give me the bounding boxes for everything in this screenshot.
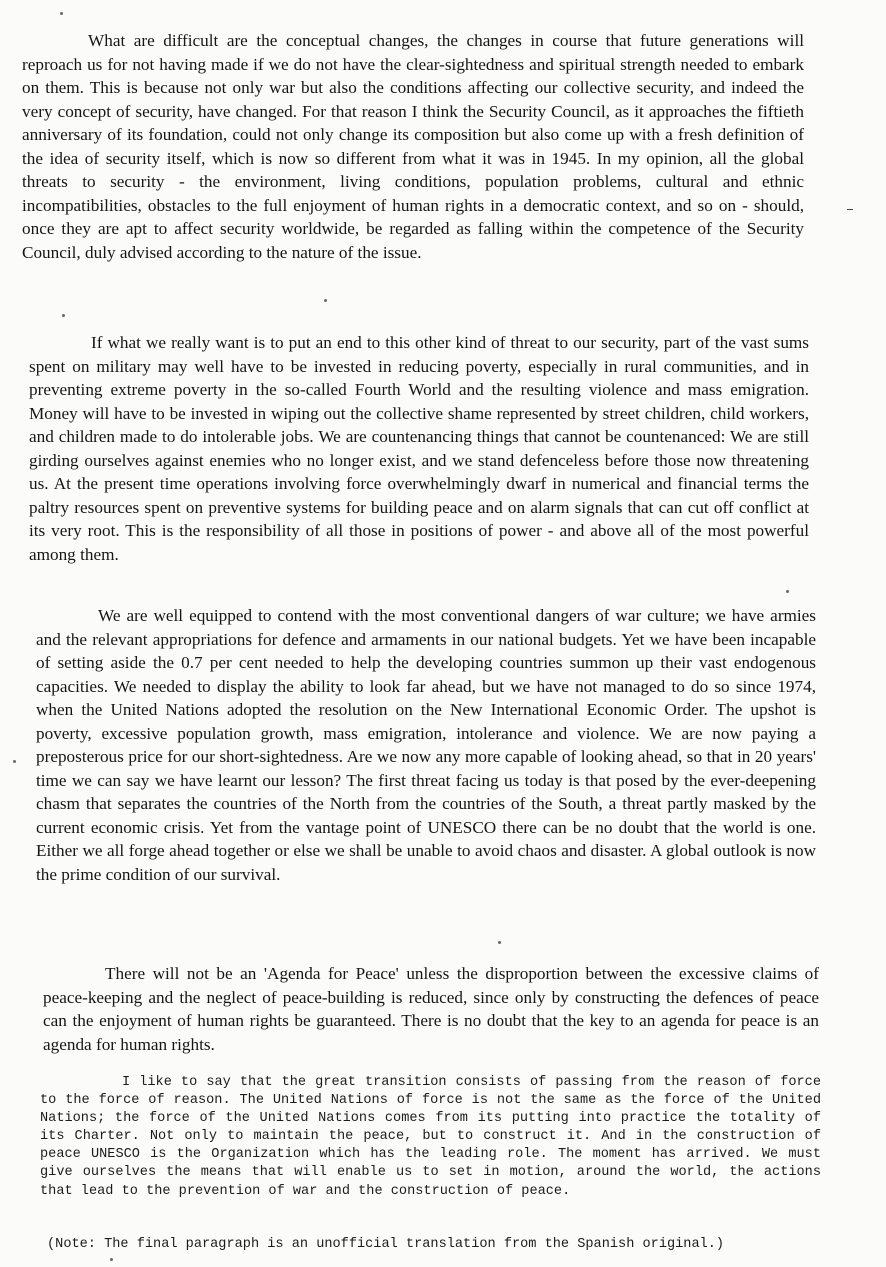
scan-speck bbox=[498, 941, 501, 944]
paragraph-agenda-for-peace: There will not be an 'Agenda for Peace' unless the disproportion between the excessive claims of peace-keeping and the neglect of peace-building is reduced, since only by constructing the defences of peace can the enjoyment of human rights be guaranteed. There is no doubt that the key to an agenda for peace is an agenda for human rights. bbox=[43, 964, 819, 1054]
translation-note: (Note: The final paragraph is an unofficial translation from the Spanish original.) bbox=[47, 1237, 725, 1252]
scan-speck bbox=[110, 1258, 113, 1261]
scan-mark bbox=[847, 209, 853, 210]
paragraph-war-culture: We are well equipped to contend with the most conventional dangers of war culture; we have armies and the relevant appropriations for defence and armaments in our national budgets. Yet we have been incapable of setting aside the 0.7 per cent needed to help the developing countries summon up their vast endogenous capacities. We needed to display the ability to look far ahead, but we have not managed to do so since 1974, when the United Nations adopted the resolution on the New International Economic Order. The upshot is poverty, excessive population growth, mass emigration, intolerance and violence. We are now paying a preposterous price for our short-sightedness. Are we now any more capable of looking ahead, so that in 20 years' time we can say we have learnt our lesson? The first threat facing us today is that posed by the ever-deepening chasm that separates the countries of the North from the countries of the South, a threat partly masked by the current economic crisis. Yet from the vantage point of UNESCO there can be no doubt that the world is one. Either we all forge ahead together or else we shall be unable to avoid chaos and disaster. A global outlook is now the prime condition of our survival. bbox=[36, 606, 816, 884]
paragraph-conceptual-changes: What are difficult are the conceptual changes, the changes in course that future generations will reproach us for not having made if we do not have the clear-sightedness and spiritual strength needed to embark on them. This is because not only war but also the conditions affecting our collective security, and indeed the very concept of security, have changed. For that reason I think the Security Council, as it approaches the fiftieth anniversary of its foundation, could not only change its composition but also come up with a fresh definition of the idea of security itself, which is now so different from what it was in 1945. In my opinion, all the global threats to security - the environment, living conditions, population problems, cultural and ethnic incompatibilities, obstacles to the full enjoyment of human rights in a democratic context, and so on - should, once they are apt to affect security worldwide, be regarded as falling within the competence of the Security Council, duly advised according to the nature of the issue. bbox=[22, 31, 804, 262]
scan-speck bbox=[786, 590, 789, 593]
scan-speck bbox=[62, 314, 65, 317]
typed-paragraph-force-of-reason: I like to say that the great transition consists of passing from the reason of force to the force of reason. The United Nations of force is not the same as the force of the United Nations; the force of the United Nations comes from its putting into practice the totality of its Charter. Not only to maintain the peace, but to construct it. And in the construction of peace UNESCO is the Organization which has the leading role. The moment has arrived. We must give ourselves the means that will enable us to set in motion, around the world, the actions that lead to the prevention of war and the construction of peace. bbox=[40, 1075, 821, 1199]
paragraph-threat-investment: If what we really want is to put an end to this other kind of threat to our security, part of the vast sums spent on military may well have to be invested in reducing poverty, especially in rural communities, and in preventing extreme poverty in the so-called Fourth World and the resulting violence and mass emigration. Money will have to be invested in wiping out the collective shame represented by street children, child workers, and children made to do intolerable jobs. We are countenancing things that cannot be countenanced: We are still girding ourselves against enemies who no longer exist, and we stand defenceless before those now threatening us. At the present time operations involving force overwhelmingly dwarf in numerical and financial terms the paltry resources spent on preventive systems for building peace and on alarm signals that can cut off conflict at its very root. This is the responsibility of all those in positions of power - and above all of the most powerful among them. bbox=[29, 333, 809, 564]
scan-speck bbox=[324, 299, 327, 302]
scan-speck bbox=[13, 760, 16, 763]
scan-speck bbox=[60, 12, 63, 15]
